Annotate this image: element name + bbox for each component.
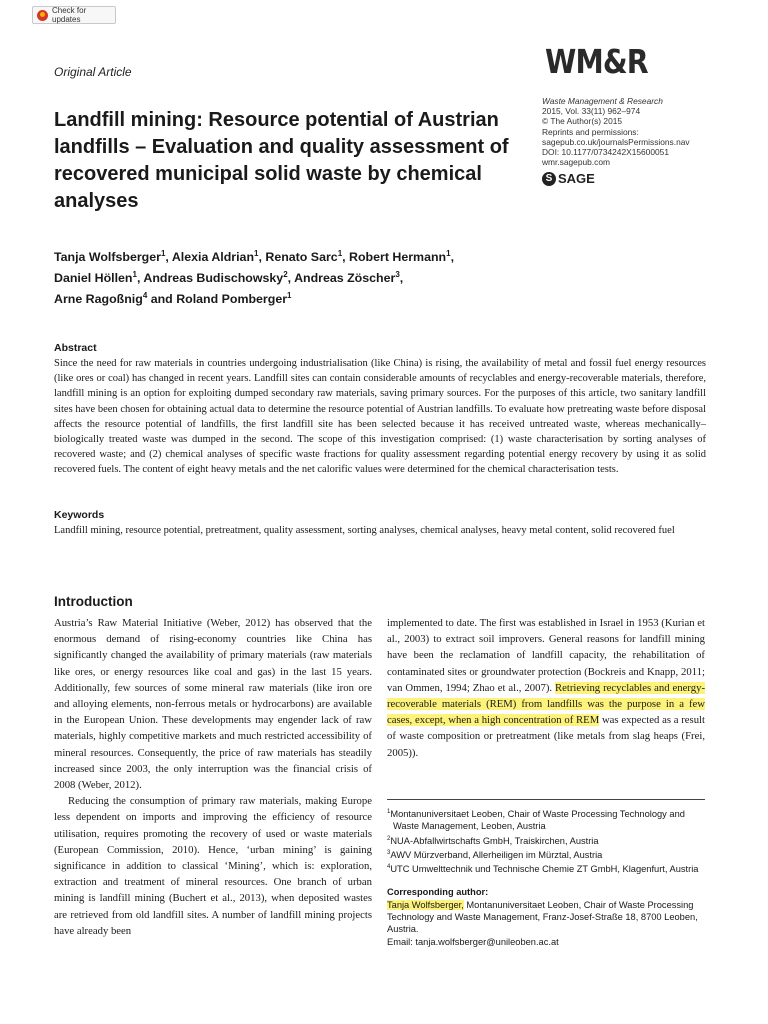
abstract-heading: Abstract (54, 342, 97, 354)
corresponding-author-heading: Corresponding author: (387, 887, 489, 897)
paragraph-text: implemented to date. The first was established in Israel in 1953 (Kurian et al., 2003) to extract soil improvers. General reasons for landfill mining have been the reclamation of landfill capacity, the rehabilitation of contaminated sites or groundwater protection (Bockreis and Knapp, 2011; van Ommen, 1994; Zhao et al., 2007). (387, 617, 705, 694)
crossmark-icon (37, 10, 48, 21)
affiliation-item: $^1$Montanuniversitaet Leoben, Chair of Waste Processing Technology and Waste Management, Leoben, Austria (387, 809, 685, 832)
check-for-updates-label: Check for updates (52, 6, 87, 24)
journal-logo: WM&R (545, 42, 648, 81)
journal-volume: 2015, Vol. 33(11) 962–974 (542, 106, 641, 117)
keywords-heading: Keywords (54, 509, 105, 521)
author-list: Tanja Wolfsberger$^1$, Alexia Aldrian$^1$, Renato Sarc$^1$, Robert Hermann$^1$, Daniel Höllen$^1$, Andreas Budischowsky$^2$, Andreas Zöscher$^3$, Arne Ragoßnig$^4$ and Roland Pomberger$^1$ (54, 249, 455, 307)
corresponding-author-details (387, 899, 707, 948)
author: Andreas Budischowsky$^2$ (143, 270, 288, 286)
affiliation-item: $^3$AWV Mürzverband, Allerheiligen im Mürztal, Austria (387, 849, 603, 860)
body-column-left (54, 615, 372, 939)
body-column-right (387, 615, 705, 761)
paragraph: Reducing the consumption of primary raw materials, making Europe less dependent on imports and improving the efficiency of resource utilisation, requires promoting the recovery of used or waste materials (European Commission, 2010). Hence, ‘urban mining’ is gaining significance in addition to classical ‘Mining’, which is: exploration, extraction and treatment of mineral resources. One branch of urban mining is landfill mining (Buchert et al., 2013), when deposited wastes are retrieved from old landfill sites. A number of landfill mining projects have already been (54, 795, 372, 937)
author: Andreas Zöscher$^3$ (294, 270, 400, 286)
author: Alexia Aldrian$^1$ (171, 249, 259, 265)
corresponding-author-name: Tanja Wolfsberger, (387, 900, 464, 910)
article-type: Original Article (54, 65, 132, 79)
journal-info (542, 96, 690, 167)
check-for-updates-button[interactable] (32, 6, 116, 24)
author: Robert Hermann$^1$ (349, 249, 451, 265)
highlighted-text: Retrieving recyclables and energy-recoverable materials (REM) from landfills was the purpose in a few cases, except, when a high concentration of REM (387, 681, 705, 727)
author: Daniel Höllen$^1$ (54, 270, 137, 286)
introduction-heading: Introduction (54, 594, 133, 609)
paragraph: Austria’s Raw Material Initiative (Weber, 2012) has observed that the enormous demand of rising-economy countries like China has significantly changed the availability of primary materials (raw materials like ores, or energy resources like coal and gas) in the last 15 years. Additionally, few sources of some mineral raw materials (like iron ore and alloying elements, non-ferrous metals or hydrocarbons) are available in the European Union. These developments may engender lack of raw materials, highly competitive markets and much restricted accessibility of mineral resources. Consequently, the price of raw materials has steadily increased since 2003, the only interruption was the financial crisis of 2008 (Weber, 2012). (54, 617, 372, 792)
publisher-logo (542, 171, 595, 186)
publisher-name: SAGE (558, 171, 595, 186)
keywords-text: Landfill mining, resource potential, pretreatment, quality assessment, sorting analyses, chemical analyses, heavy metal content, solid recovered fuel (54, 525, 675, 536)
corresponding-author-address: Montanuniversitaet Leoben, Chair of Waste Processing Technology and Waste Management, Franz-Josef-Straße 18, 8700 Leoben, Austria. (387, 900, 698, 935)
sage-icon: S (542, 172, 556, 186)
author: Roland Pomberger$^1$ (176, 291, 292, 307)
journal-copyright: © The Author(s) 2015 (542, 116, 623, 127)
journal-url[interactable]: wmr.sagepub.com (542, 157, 610, 168)
abstract-text: Since the need for raw materials in countries undergoing industrialisation (like China) is rising, the availability of metal and fossil fuel energy resources (like ores or coal) has changed in recent years. Landfill sites can contain considerable amounts of recyclables and energy-recoverable materials, therefore, landfill mining is an option for exploiting dumped secondary raw materials, saving primary sources. For the purposes of this article, two sanitary landfill sites have been chosen for obtaining actual data to determine the resource potential of Austrian landfills. To evaluate how pretreating waste before disposal affects the resource potential of landfills, the first landfill site has been selected because it has received untreated waste, whereas mechanically–biologically treated waste was dumped in the second. The scope of this investigation comprised: (1) waste characterisation by sorting analyses of recovered waste; and (2) chemical analyses of specific waste fractions for quality assessment regarding potential energy recovery by using it as solid recovered fuels. The content of eight heavy metals and the net calorific values were determined for the chemical characterisation tests. (54, 358, 706, 476)
paper-title: Landfill mining: Resource potential of Austrian landfills – Evaluation and quality assessment of recovered municipal solid waste by chemical analyses (54, 109, 509, 212)
journal-reprints: Reprints and permissions: (542, 126, 639, 137)
author: Renato Sarc$^1$ (265, 249, 343, 265)
journal-name: Waste Management & Research (542, 96, 663, 106)
journal-doi[interactable]: DOI: 10.1177/0734242X15600051 (542, 147, 669, 158)
footnote-divider (387, 799, 705, 800)
journal-permissions-link[interactable]: sagepub.co.uk/journalsPermissions.nav (542, 136, 690, 147)
paragraph-text: was expected as a result of waste composition or pretreatment (like metals from slag heaps (Frei, 2005)). (387, 714, 705, 759)
author: Arne Ragoßnig$^4$ (54, 291, 148, 307)
affiliation-item: $^4$UTC Umwelttechnik und Technische Chemie ZT GmbH, Klagenfurt, Austria (387, 864, 699, 875)
affiliation-item: $^2$NUA-Abfallwirtschafts GmbH, Traiskirchen, Austria (387, 835, 599, 846)
corresponding-author-email[interactable]: Email: tanja.wolfsberger@unileoben.ac.at (387, 936, 559, 947)
affiliations (387, 806, 707, 875)
author: Tanja Wolfsberger$^1$ (54, 249, 166, 265)
